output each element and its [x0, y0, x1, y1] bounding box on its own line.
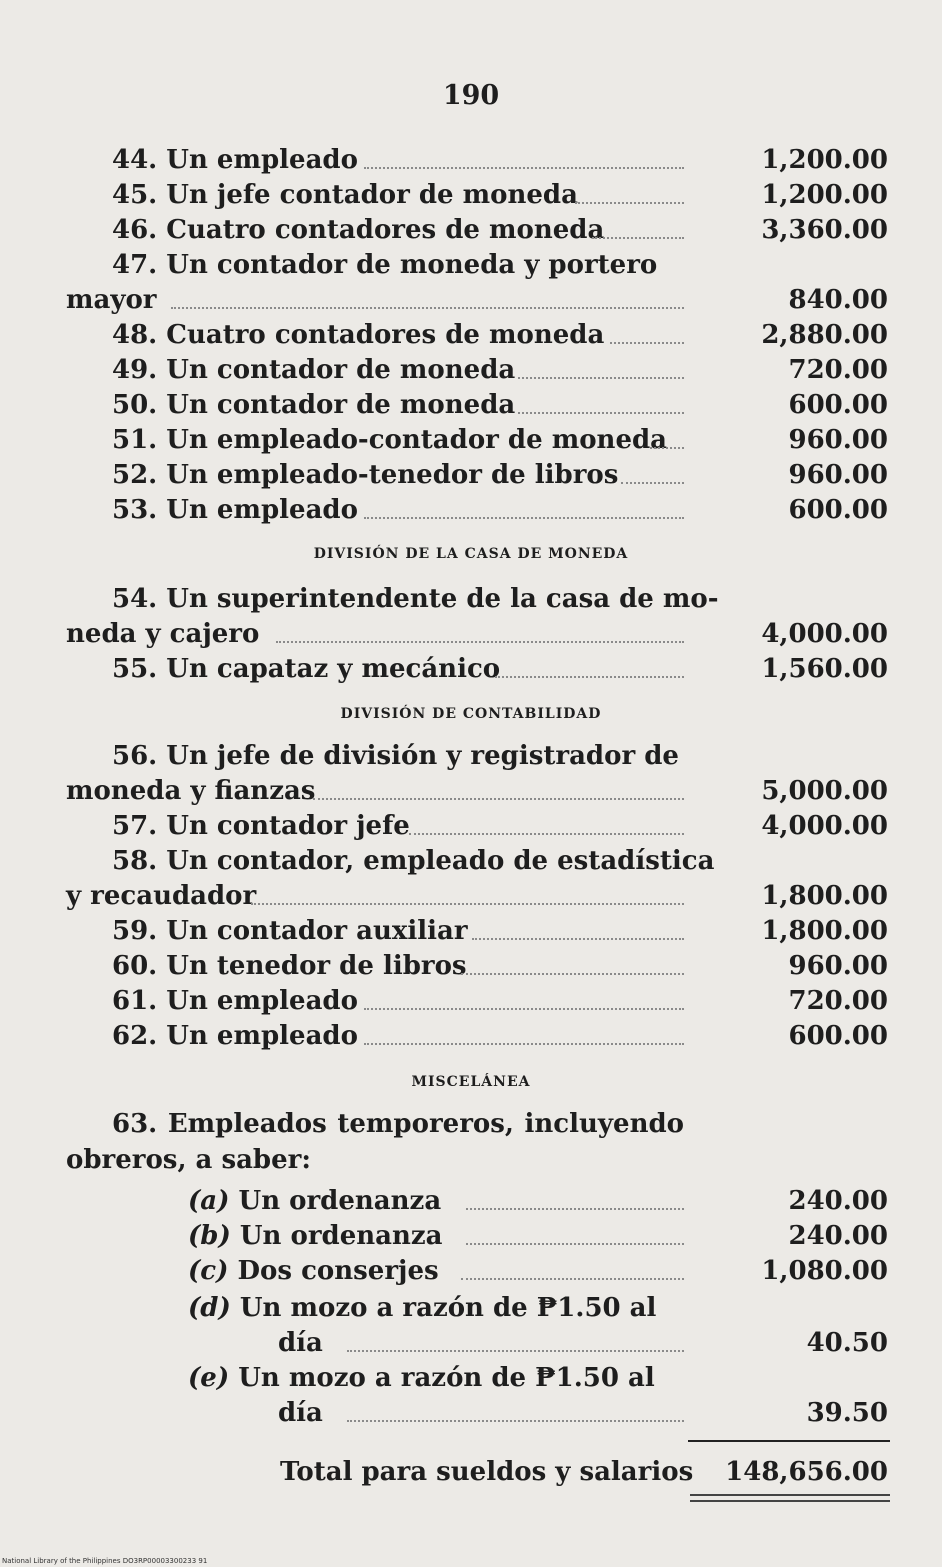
list-item [112, 843, 715, 879]
page-number: 190 [442, 80, 500, 111]
item-text: y recaudador [66, 881, 257, 911]
item-text: mayor [66, 285, 157, 315]
item-amount: 600.00 [788, 1021, 888, 1051]
list-item [112, 983, 684, 1019]
item-amount: 4,000.00 [761, 811, 888, 841]
footer-stamp: National Library of the Philippines DO3RP00003300233 91 [2, 1557, 208, 1565]
sub-item-text: Un ordenanza [239, 1221, 443, 1251]
item-amount: 600.00 [788, 495, 888, 525]
item-amount: 960.00 [788, 425, 888, 455]
list-item [112, 492, 684, 528]
item-text: 50. Un contador de moneda [112, 390, 516, 420]
section-heading: DIVISIÓN DE CONTABILIDAD [340, 706, 602, 722]
sub-item-text: día [278, 1398, 323, 1428]
item-amount: 39.50 [806, 1398, 888, 1428]
list-item [112, 581, 719, 617]
item-text: 60. Un tenedor de libros [112, 951, 467, 981]
item-amount: 960.00 [788, 951, 888, 981]
paragraph: 63. Empleados temporeros, incluyendo obreros, a saber: [66, 1109, 684, 1175]
item-amount: 720.00 [788, 986, 888, 1016]
list-item [112, 142, 684, 178]
item-text: 59. Un contador auxiliar [112, 916, 468, 946]
item-text: 62. Un empleado [112, 1021, 358, 1051]
sub-item [188, 1218, 684, 1254]
sub-item-label: (a) [188, 1186, 230, 1216]
list-item-continuation [66, 773, 684, 809]
total-rule [688, 1440, 890, 1442]
sub-item [188, 1360, 684, 1396]
item-amount: 1,800.00 [761, 881, 888, 911]
item-text: 53. Un empleado [112, 495, 358, 525]
list-item-continuation [66, 616, 684, 652]
section-heading: DIVISIÓN DE LA CASA DE MONEDA [313, 546, 629, 562]
item-amount: 240.00 [788, 1186, 888, 1216]
total-label: Total para sueldos y salarios [280, 1457, 694, 1487]
item-text: neda y cajero [66, 619, 260, 649]
item-text: 54. Un superintendente de la casa de mo- [112, 584, 719, 614]
list-item [112, 352, 684, 388]
sub-item-label: (d) [188, 1293, 231, 1323]
sub-item-text: Un mozo a razón de ₱1.50 al [239, 1293, 657, 1323]
list-item [112, 738, 684, 774]
item-text: 56. Un jefe de división y registrador de [112, 741, 679, 771]
item-text: 52. Un empleado-tenedor de libros [112, 460, 619, 490]
sub-item-text: Dos conserjes [237, 1256, 439, 1286]
item-amount: 600.00 [788, 390, 888, 420]
item-amount: 3,360.00 [761, 215, 888, 245]
item-amount: 1,080.00 [761, 1256, 888, 1286]
list-item [112, 212, 684, 248]
sub-item-continuation [278, 1325, 684, 1361]
sub-item-continuation [278, 1395, 684, 1431]
total-amount: 148,656.00 [725, 1457, 888, 1487]
list-item-continuation [66, 878, 684, 914]
list-item [112, 317, 684, 353]
item-amount: 2,880.00 [761, 320, 888, 350]
item-amount: 1,200.00 [761, 180, 888, 210]
item-text: 57. Un contador jefe [112, 811, 410, 841]
item-amount: 1,560.00 [761, 654, 888, 684]
sub-item-label: (e) [188, 1363, 230, 1393]
item-text: moneda y fianzas [66, 776, 316, 806]
list-item [112, 1018, 684, 1054]
sub-item-text: Un mozo a razón de ₱1.50 al [238, 1363, 655, 1393]
item-amount: 5,000.00 [761, 776, 888, 806]
item-amount: 840.00 [788, 285, 888, 315]
sub-item [188, 1290, 684, 1326]
list-item [112, 948, 684, 984]
total-double-rule [690, 1494, 890, 1502]
sub-item-label: (c) [188, 1256, 229, 1286]
item-amount: 4,000.00 [761, 619, 888, 649]
list-item [112, 177, 684, 213]
item-text: 58. Un contador, empleado de estadística [112, 846, 715, 876]
item-text: 44. Un empleado [112, 145, 358, 175]
sub-item [188, 1183, 684, 1219]
sub-item-text: Un ordenanza [238, 1186, 442, 1216]
sub-item-text: día [278, 1328, 323, 1358]
item-text: 48. Cuatro contadores de moneda [112, 320, 605, 350]
list-item [112, 247, 684, 283]
item-amount: 40.50 [806, 1328, 888, 1358]
item-text: 46. Cuatro contadores de moneda [112, 215, 605, 245]
item-text: 51. Un empleado-contador de moneda [112, 425, 668, 455]
item-text: 45. Un jefe contador de moneda [112, 180, 578, 210]
list-item-continuation [66, 282, 684, 318]
sub-item-label: (b) [188, 1221, 231, 1251]
item-text: 49. Un contador de moneda [112, 355, 516, 385]
item-amount: 1,800.00 [761, 916, 888, 946]
list-item [112, 651, 684, 687]
list-item [112, 913, 684, 949]
list-item [112, 387, 684, 423]
section-heading: MISCELÁNEA [411, 1074, 531, 1090]
list-item [112, 422, 684, 458]
item-text: 61. Un empleado [112, 986, 358, 1016]
item-amount: 1,200.00 [761, 145, 888, 175]
sub-item [188, 1253, 684, 1289]
item-text: 47. Un contador de moneda y portero [112, 250, 658, 280]
item-amount: 720.00 [788, 355, 888, 385]
list-item [112, 457, 684, 493]
item-text: 55. Un capataz y mecánico [112, 654, 501, 684]
item-amount: 240.00 [788, 1221, 888, 1251]
item-amount: 960.00 [788, 460, 888, 490]
list-item [112, 808, 684, 844]
